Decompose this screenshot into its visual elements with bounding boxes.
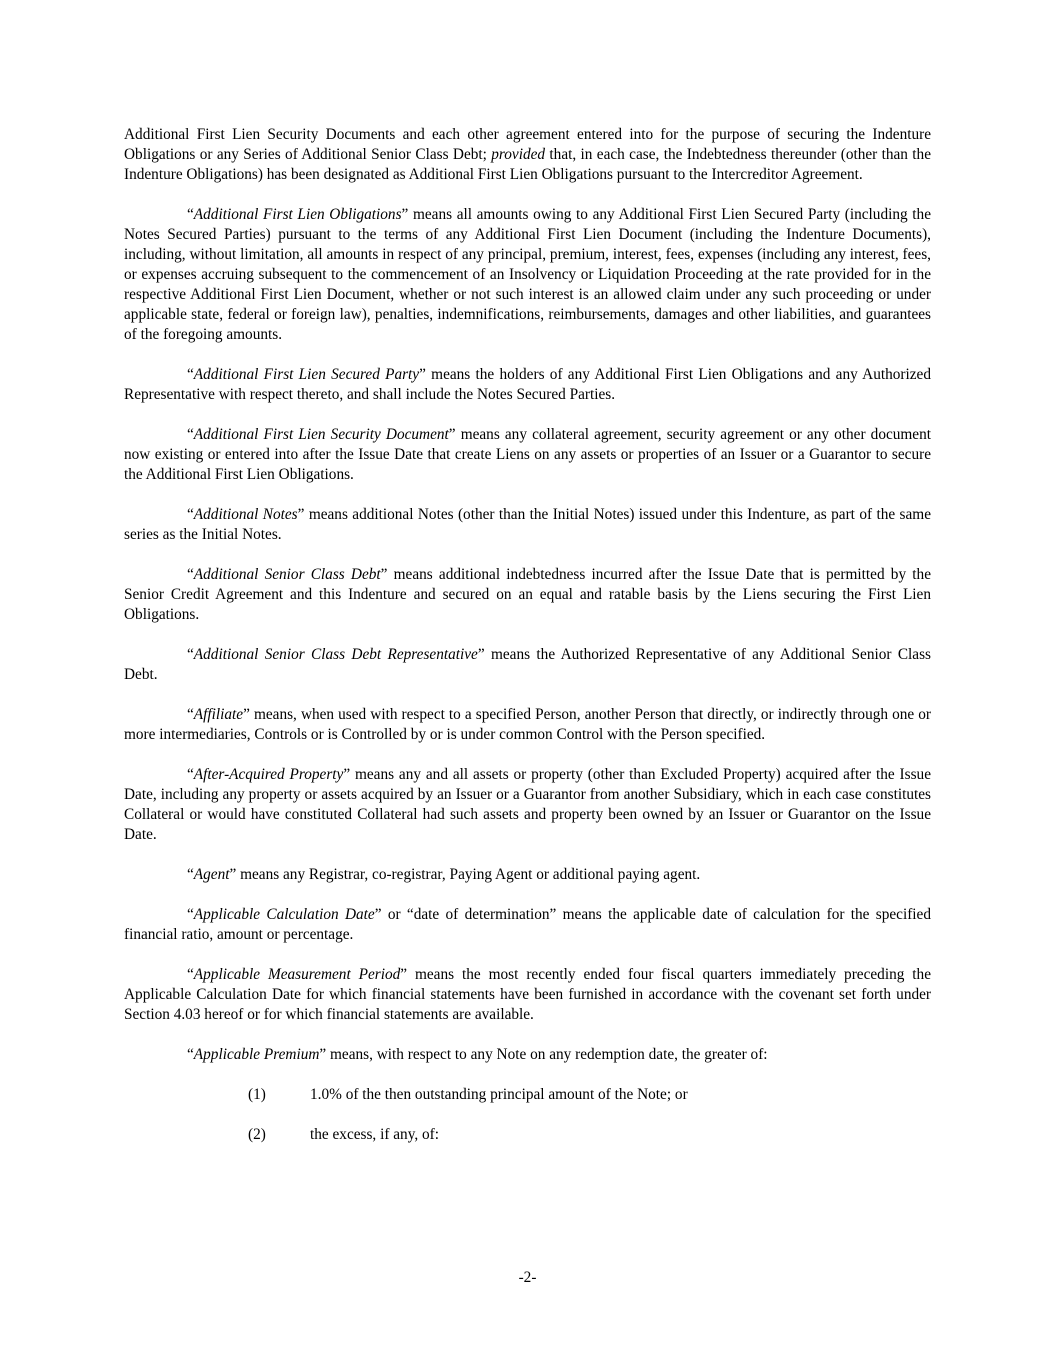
clause-text: 1.0% of the then outstanding principal amount of the Note; or — [310, 1086, 688, 1103]
defined-term: Agent — [193, 866, 230, 883]
open-quote: “ — [187, 506, 194, 523]
defined-term: Additional First Lien Security Document — [193, 426, 449, 443]
definition-affiliate — [124, 705, 931, 745]
definition-text: means additional Notes (other than the Initial Notes) issued under this Indenture, as part of the same series as the Initial Notes. — [124, 506, 931, 543]
close-quote: ” — [229, 866, 237, 883]
open-quote: “ — [187, 866, 194, 883]
clause-number: (1) — [248, 1086, 266, 1103]
defined-term: After-Acquired Property — [193, 766, 344, 783]
open-quote: “ — [187, 706, 194, 723]
definition-text: means the most recently ended four fiscal quarters immediately preceding the Applicable Calculation Date for which financial statements have been furnished in accordance with the covenant set forth under Section 4.03 hereof or for which financial statements are available. — [124, 966, 931, 1023]
open-quote: “ — [187, 206, 194, 223]
defined-term: Applicable Calculation Date — [193, 906, 375, 923]
definition-text: means the Authorized Representative of any Additional Senior Class Debt. — [124, 646, 931, 683]
definition-additional-first-lien-obligations — [124, 205, 931, 345]
definition-text: means any Registrar, co-registrar, Paying Agent or additional paying agent. — [236, 866, 701, 883]
defined-term: Additional First Lien Secured Party — [193, 366, 420, 383]
definition-additional-first-lien-security-document — [124, 425, 931, 485]
definition-text: means the holders of any Additional First Lien Obligations and any Authorized Representative with respect thereto, and shall include the Notes Secured Parties. — [124, 366, 931, 403]
definition-text: means any and all assets or property (other than Excluded Property) acquired after the Issue Date, including any property or assets acquired by an Issuer or a Guarantor from another Subsidiary, which in each case constitutes Collateral or would have constituted Collateral had such assets and property been owned by an Issuer or Guarantor on the Issue Date. — [124, 766, 931, 843]
definition-text: means additional indebtedness incurred after the Issue Date that is permitted by the Senior Credit Agreement and this Indenture and secured on an equal and ratable basis by the Liens securing the First Lien Obligations. — [124, 566, 931, 623]
defined-term: Additional Senior Class Debt — [193, 566, 381, 583]
clause-2 — [124, 1125, 931, 1145]
definition-after-acquired-property — [124, 765, 931, 845]
close-quote: ” — [297, 506, 305, 523]
close-quote: ” — [243, 706, 250, 723]
defined-term: Affiliate — [193, 706, 244, 723]
definition-text: means all amounts owing to any Additional First Lien Secured Party (including the Notes Secured Parties) pursuant to the terms of any Additional First Lien Document (including the Indenture Documents), including, without limitation, all amounts in respect of any principal, premium, interest, fees, expenses (including any interest, fees, or expenses accruing subsequent to the commencement of an Insolvency or Liquidation Proceeding at the rate provided for in the respective Additional First Lien Document, whether or not such interest is an allowed claim under any such proceeding or under applicable state, federal or foreign law), penalties, indemnifications, reimbursements, damages and other liabilities, and guarantees of the foregoing amounts. — [124, 206, 931, 343]
clause-text: the excess, if any, of: — [310, 1126, 439, 1143]
close-quote: ” — [401, 206, 409, 223]
definition-text: means any collateral agreement, security agreement or any other document now existing or entered into after the Issue Date that create Liens on any assets or properties of an Issuer or a Guarantor to secure the Additional First Lien Obligations. — [124, 426, 931, 483]
defined-term: Additional First Lien Obligations — [193, 206, 402, 223]
open-quote: “ — [187, 646, 194, 663]
clause-1 — [124, 1085, 931, 1105]
definition-applicable-measurement-period — [124, 965, 931, 1025]
definition-additional-first-lien-secured-party — [124, 365, 931, 405]
open-quote: “ — [187, 966, 194, 983]
defined-term: Additional Senior Class Debt Representative — [193, 646, 478, 663]
open-quote: “ — [187, 566, 194, 583]
close-quote: ” — [343, 766, 351, 783]
definition-applicable-premium — [124, 1045, 931, 1065]
defined-term: Applicable Premium — [193, 1046, 320, 1063]
close-quote: ” — [419, 366, 426, 383]
open-quote: “ — [187, 426, 194, 443]
close-quote: ” — [400, 966, 408, 983]
intro-text-part2: that, in each case, the Indebtedness thereunder (other than the Indenture Obligations) has been designated as Additional First Lien Obligations pursuant to the Intercreditor Agreement. — [124, 146, 931, 183]
definition-additional-senior-class-debt-representative — [124, 645, 931, 685]
document-page — [124, 125, 931, 1165]
definition-applicable-calculation-date — [124, 905, 931, 945]
intro-provided: provided — [491, 146, 546, 163]
close-quote: ” — [319, 1046, 327, 1063]
open-quote: “ — [187, 766, 194, 783]
intro-paragraph — [124, 125, 931, 185]
defined-term: Additional Notes — [193, 506, 298, 523]
definition-additional-senior-class-debt — [124, 565, 931, 625]
definition-text: means, when used with respect to a specified Person, another Person that directly, or indirectly through one or more intermediaries, Controls or is Controlled by or is under common Control with the Person specified. — [124, 706, 931, 743]
close-quote: ” — [374, 906, 382, 923]
defined-term: Applicable Measurement Period — [193, 966, 401, 983]
open-quote: “ — [187, 366, 194, 383]
page-number: -2- — [518, 1269, 537, 1286]
close-quote: ” — [380, 566, 388, 583]
open-quote: “ — [187, 1046, 194, 1063]
intro-text-part1: Additional First Lien Security Documents and each other agreement entered into for the purpose of securing the Indenture Obligations or any Series of Additional Senior Class Debt; — [124, 126, 931, 163]
definition-agent — [124, 865, 931, 885]
definition-additional-notes — [124, 505, 931, 545]
clause-number: (2) — [248, 1126, 266, 1143]
definition-text: or “date of determination” means the applicable date of calculation for the specified financial ratio, amount or percentage. — [124, 906, 931, 943]
definition-text: means, with respect to any Note on any redemption date, the greater of: — [326, 1046, 768, 1063]
open-quote: “ — [187, 906, 194, 923]
close-quote: ” — [477, 646, 485, 663]
close-quote: ” — [448, 426, 456, 443]
